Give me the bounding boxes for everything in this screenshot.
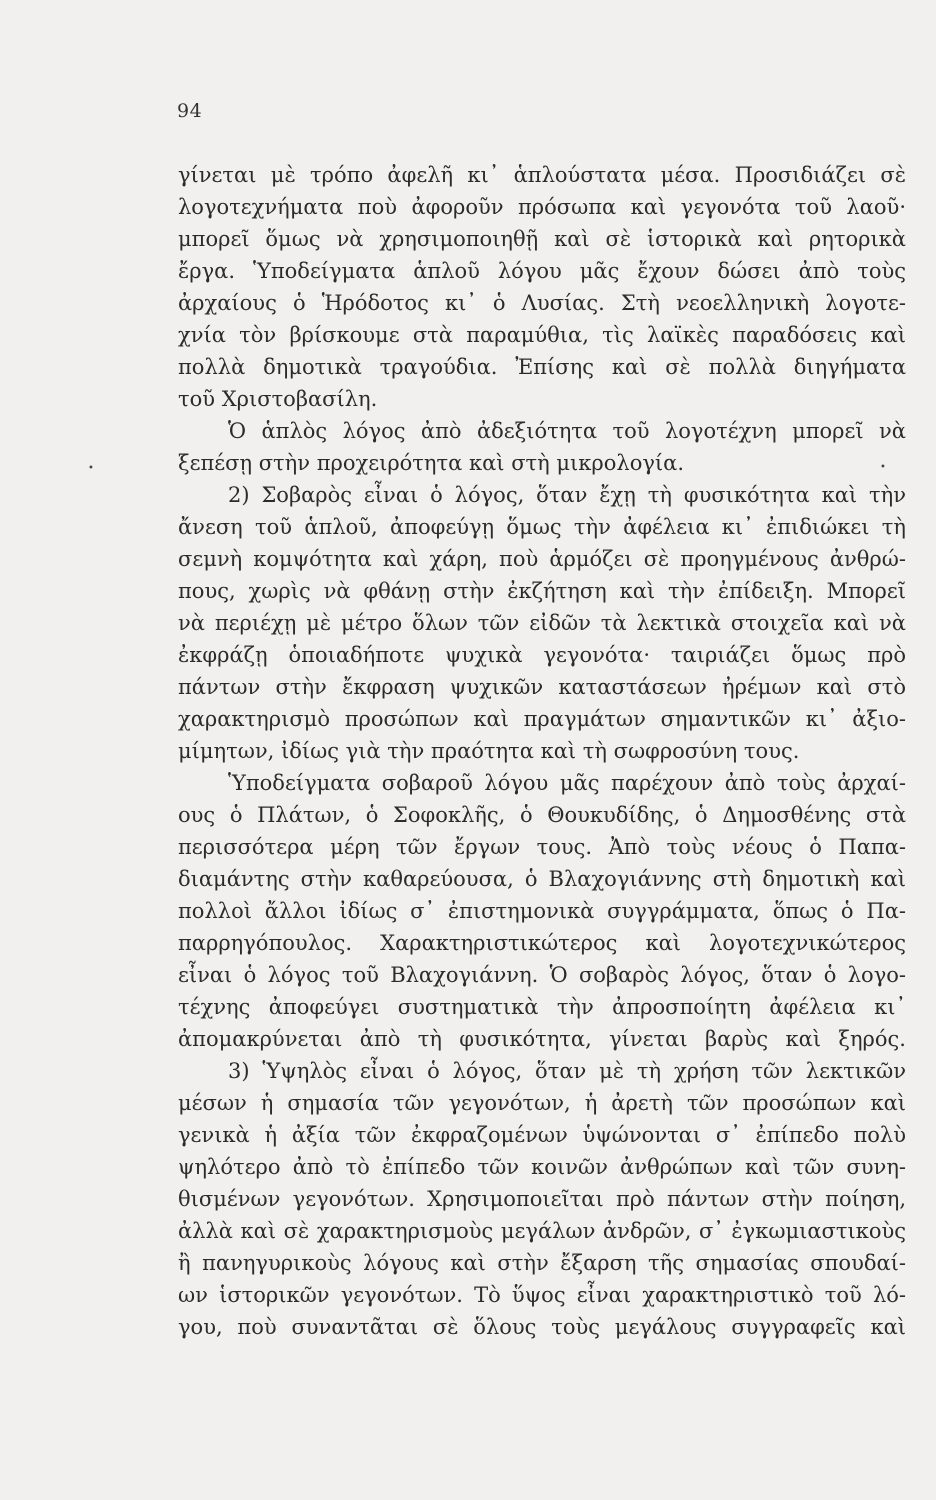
text-line: γίνεται μὲ τρόπο ἀφελῆ κι᾿ ἁπλούστατα μέσα. Προσιδιάζει σὲ <box>178 163 906 187</box>
page-number: 94 <box>177 100 203 122</box>
text-line: μίμητων, ἰδίως γιὰ τὴν πραότητα καὶ τὴ σωφροσύνη τους. <box>178 739 800 763</box>
text-line: γενικὰ ἡ ἀξία τῶν ἐκφραζομένων ὑψώνονται σ᾿ ἐπίπεδο πολὺ <box>178 1123 906 1147</box>
text-line: ψηλότερο ἀπὸ τὸ ἐπίπεδο τῶν κοινῶν ἀνθρώπων καὶ τῶν συνη- <box>178 1155 906 1179</box>
text-line: Ὑποδείγματα σοβαροῦ λόγου μᾶς παρέχουν ἀπὸ τοὺς ἀρχαί- <box>228 771 906 795</box>
text-line: μέσων ἡ σημασία τῶν γεγονότων, ἡ ἀρετὴ τῶν προσώπων καὶ <box>178 1091 906 1115</box>
margin-dot-right: • <box>880 462 886 473</box>
text-line: μπορεῖ ὅμως νὰ χρησιμοποιηθῇ καὶ σὲ ἱστορικὰ καὶ ρητορικὰ <box>178 227 906 251</box>
text-line: ων ἱστορικῶν γεγονότων. Τὸ ὕψος εἶναι χαρακτηριστικὸ τοῦ λό- <box>178 1283 906 1307</box>
margin-dot-left: • <box>88 463 94 474</box>
text-line: διαμάντης στὴν καθαρεύουσα, ὁ Βλαχογιάννης στὴ δημοτικὴ καὶ <box>178 867 906 891</box>
text-line: ους ὁ Πλάτων, ὁ Σοφοκλῆς, ὁ Θουκυδίδης, ὁ Δημοσθένης στὰ <box>178 803 906 827</box>
text-line: τέχνης ἀποφεύγει συστηματικὰ τὴν ἀπροσποίητη ἀφέλεια κι᾿ <box>178 995 906 1019</box>
text-line: χαρακτηρισμὸ προσώπων καὶ πραγμάτων σημαντικῶν κι᾿ ἀξιο- <box>178 707 906 731</box>
text-line: γου, ποὺ συναντᾶται σὲ ὅλους τοὺς μεγάλους συγγραφεῖς καὶ <box>178 1315 906 1339</box>
text-line: ἐκφράζῃ ὁποιαδήποτε ψυχικὰ γεγονότα· ταιριάζει ὅμως πρὸ <box>178 643 906 667</box>
text-line: ξεπέσῃ στὴν προχειρότητα καὶ στὴ μικρολογία. <box>178 451 684 475</box>
text-line: Ὁ ἁπλὸς λόγος ἀπὸ ἀδεξιότητα τοῦ λογοτέχνη μπορεῖ νὰ <box>228 419 906 443</box>
text-line: ἄνεση τοῦ ἁπλοῦ, ἀποφεύγῃ ὅμως τὴν ἀφέλεια κι᾿ ἐπιδιώκει τὴ <box>178 515 906 539</box>
text-line: ἀπομακρύνεται ἀπὸ τὴ φυσικότητα, γίνεται βαρὺς καὶ ξηρός. <box>178 1027 906 1051</box>
body-text <box>178 160 906 1380</box>
text-line: τοῦ Χριστοβασίλη. <box>178 387 378 411</box>
text-line: πολλὰ δημοτικὰ τραγούδια. Ἐπίσης καὶ σὲ πολλὰ διηγήματα <box>178 355 906 379</box>
text-line: περισσότερα μέρη τῶν ἔργων τους. Ἀπὸ τοὺς νέους ὁ Παπα- <box>178 835 906 859</box>
text-line: νὰ περιέχῃ μὲ μέτρο ὅλων τῶν εἰδῶν τὰ λεκτικὰ στοιχεῖα καὶ νὰ <box>178 611 906 635</box>
text-line: ἀρχαίους ὁ Ἡρόδοτος κι᾿ ὁ Λυσίας. Στὴ νεοελληνικὴ λογοτε- <box>178 291 906 315</box>
text-line: ἀλλὰ καὶ σὲ χαρακτηρισμοὺς μεγάλων ἀνδρῶν, σ᾿ ἐγκωμιαστικοὺς <box>178 1219 906 1243</box>
text-line: ἔργα. Ὑποδείγματα ἁπλοῦ λόγου μᾶς ἔχουν δώσει ἀπὸ τοὺς <box>178 259 906 283</box>
text-line: 2) Σοβαρὸς εἶναι ὁ λόγος, ὅταν ἔχῃ τὴ φυσικότητα καὶ τὴν <box>228 483 906 507</box>
text-line: πολλοὶ ἄλλοι ἰδίως σ᾿ ἐπιστημονικὰ συγγράμματα, ὅπως ὁ Πα- <box>178 899 906 923</box>
text-line: λογοτεχνήματα ποὺ ἀφοροῦν πρόσωπα καὶ γεγονότα τοῦ λαοῦ· <box>178 195 906 219</box>
text-line: παρρηγόπουλος. Χαρακτηριστικώτερος καὶ λογοτεχνικώτερος <box>178 931 906 955</box>
text-line: σεμνὴ κομψότητα καὶ χάρη, ποὺ ἁρμόζει σὲ προηγμένους ἀνθρώ- <box>178 547 906 571</box>
text-line: πάντων στὴν ἔκφραση ψυχικῶν καταστάσεων ἠρέμων καὶ στὸ <box>178 675 906 699</box>
text-line: χνία τὸν βρίσκουμε στὰ παραμύθια, τὶς λαϊκὲς παραδόσεις καὶ <box>178 323 906 347</box>
text-line: εἶναι ὁ λόγος τοῦ Βλαχογιάννη. Ὁ σοβαρὸς λόγος, ὅταν ὁ λογο- <box>178 963 906 987</box>
text-line: ἢ πανηγυρικοὺς λόγους καὶ στὴν ἔξαρση τῆς σημασίας σπουδαί- <box>178 1251 906 1275</box>
text-line: 3) Ὑψηλὸς εἶναι ὁ λόγος, ὅταν μὲ τὴ χρήση τῶν λεκτικῶν <box>228 1059 906 1083</box>
text-line: πους, χωρὶς νὰ φθάνῃ στὴν ἐκζήτηση καὶ τὴν ἐπίδειξη. Μπορεῖ <box>178 579 906 603</box>
text-line: θισμένων γεγονότων. Χρησιμοποιεῖται πρὸ πάντων στὴν ποίηση, <box>178 1187 906 1211</box>
